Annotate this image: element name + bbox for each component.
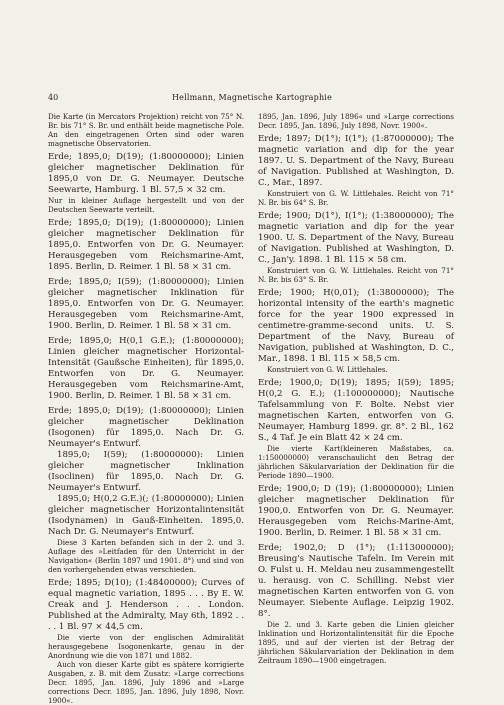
annotation-note: Auch von dieser Karte gibt es spätere korrigierte Ausgaben, z. B. mit dem Zusatz: »Large corrections Decr. 1895, Jan. 1896, July 1896 and »Large corrections Decr. 1895, Jan. 1896, July 1898, Novr. 1900«. [48, 660, 244, 705]
bibliography-entry: Erde; 1895; D(10); (1:48400000); Curves of equal magnetic variation, 1895 . . . By E. W. Creak and J. Henderson . . . London. Published at the Admiralty, May 6th, 1892 . . . . 1 Bl. 97 × 44,5 cm. [48, 578, 244, 632]
bibliography-entry: Erde; 1900; H(0,01); (1:38000000); The horizontal intensity of the earth's magnetic force for the year 1900 expressed in centimetre-gramme-second units. U. S. Department of the Navy, Bureau of Navigation, published at Washington, D. C., Mar., 1898. 1 Bl. 115 × 58,5 cm. [258, 288, 454, 364]
bibliography-entry: Erde; 1895,0; I(59); (1:80000000); Linien gleicher magnetischer Inklination für 1895,0. Entworfen von Dr. G. Neumayer. Herausgegeben vom Reichsmarine-Amt, 1900. Berlin, D. Reimer. 1 Bl. 58 × 31 cm. [48, 277, 244, 331]
annotation-note: Konstruiert von G. W. Littlehales. Reicht von 71° N. Br. bis 63° S. Br. [258, 266, 454, 284]
bibliography-entry: Erde; 1897; D(1°); I(1°); (1:87000000); The magnetic variation and dip for the year 1897. U. S. Department of the Navy, Bureau of Navigation. Published at Washington, D. C., Mar., 1897. [258, 134, 454, 188]
right-column [258, 112, 454, 665]
annotation-note: Diese 3 Karten befanden sich in der 2. und 3. Auflage des »Leitfaden für den Unterricht in der Navigation« (Berlin 1897 und 1901. 8°) und sind von den vorhergehenden etwas verschieden. [48, 538, 244, 574]
bibliography-entry: Erde; 1895,0; D(19); (1:80000000); Linien gleicher magnetischer Deklination für 1895,0 von Dr. G. Neumayer. Deutsche Seewarte, Hamburg. 1 Bl. 57,5 × 32 cm. [48, 152, 244, 195]
bibliography-entry: Erde; 1900,0; D (19); (1:80000000); Linien gleicher magnetischer Deklination für 1900,0. Entworfen von Dr. G. Neumayer. Herausgegeben vom Reichs-Marine-Amt, 1900. Berlin, D. Reimer. 1 Bl. 58 × 31 cm. [258, 484, 454, 538]
annotation-note: Die vierte Kart(kleineren Maßstabes, ca. 1:150000000) veranschaulicht den Betrag der jährlichen Säkularvariation der Deklination für die Periode 1890—1900. [258, 444, 454, 480]
bibliography-entry: Erde; 1895,0; D(19); (1:80000000); Linien gleicher magnetischer Deklination für 1895,0. Entworfen von Dr. G. Neumayer. Herausgegeben vom Reichsmarine-Amt, 1895. Berlin, D. Reimer. 1 Bl. 58 × 31 cm. [48, 218, 244, 272]
annotation-note: Konstruiert von G. W. Littlehales. Reicht von 71° N. Br. bis 64° S. Br. [258, 189, 454, 207]
annotation-note: Die 2. und 3. Karte geben die Linien gleicher Inklination und Horizontalintensität für die Epoche 1895, und auf der vierten ist der Betrag der jährlichen Säkularvariation der Deklination in dem Zeitraum 1890—1900 eingetragen. [258, 620, 454, 665]
bibliography-entry: Erde; 1902,0; D (1°); (1:113000000); Breusing's Nautische Tafeln. Im Verein mit O. Fulst u. H. Meldau neu zusammengestellt u. herausg. von C. Schilling. Nebst vier magnetischen Karten entworfen von G. von Neumayer. Siebente Auflage. Leipzig 1902. 8°. [258, 543, 454, 619]
bibliography-entry: 1895,0; I(59); (1:80000000): Linien gleicher magnetischer Inklination (Isoclinen) für 1895,0. Nach Dr. G. Neumayer's Entwurf. [48, 450, 244, 493]
page-header [48, 93, 456, 105]
left-column [48, 112, 244, 705]
page-number: 40 [48, 93, 59, 102]
bibliography-entry: Erde; 1900; D(1°), I(1°); (1:38000000); The magnetic variation and dip for the year 1900. U. S. Department of the Navy, Bureau of Navigation. Published at Washington, D. C., Jan'y. 1898. 1 Bl. 115 × 58 cm. [258, 211, 454, 265]
bibliography-entry: Erde; 1895,0; D(19); (1:80000000); Linien gleicher magnetischer Deklination (Isogonen) für 1895,0. Nach Dr. G. Neumayer's Entwurf. [48, 406, 244, 449]
bibliography-entry: Erde; 1895,0; H(0,1 G.E.); (1:80000000); Linien gleicher magnetischer Horizontal-Intensität (Gaußsche Einheiten), für 1895,0. Entworfen von Dr. G. Neumayer. Herausgegeben vom Reichsmarine-Amt, 1900. Berlin, D. Reimer. 1 Bl. 58 × 31 cm. [48, 336, 244, 401]
annotation-note: 1895, Jan. 1896, July 1896« und »Large corrections Decr. 1895, Jan. 1896, July 1898, Novr. 1900«. [258, 112, 454, 130]
running-title: Hellmann, Magnetische Kartographie [171, 93, 332, 102]
bibliography-entry: Erde; 1900,0; D(19); 1895; I(59); 1895; H(0,2 G. E.); (1:100000000); Nautische Tafelsammlung von F. Bolte. Nebst vier magnetischen Karten, entworfen von G. Neumayer, Hamburg 1899. gr. 8°. 2 Bl., 162 S., 4 Taf. Je ein Blatt 42 × 24 cm. [258, 378, 454, 443]
bibliography-entry: 1895,0; H(0,2 G.E.)(; (1:80000000); Linien gleicher magnetischer Horizontalintensität (Isodynamen) in Gauß-Einheiten. 1895,0. Nach Dr. G. Neumayer's Entwurf. [48, 494, 244, 537]
annotation-note: Nur in kleiner Auflage hergestellt und von der Deutschen Seewarte verteilt. [48, 196, 244, 214]
annotation-note: Konstruiert von G. W. Littlehales. [267, 365, 388, 374]
annotation-note: Die vierte von der englischen Admiralität herausgegebene Isogonenkarte, genau in der Anordnung wie die von 1871 und 1882. [48, 633, 244, 660]
annotation-note: Die Karte (in Mercators Projektion) reicht von 75° N. Br. bis 71° S. Br. und enthält beide magnetische Pole. An den eingetragenen Orten sind oder waren magnetische Observatorien. [48, 112, 244, 148]
